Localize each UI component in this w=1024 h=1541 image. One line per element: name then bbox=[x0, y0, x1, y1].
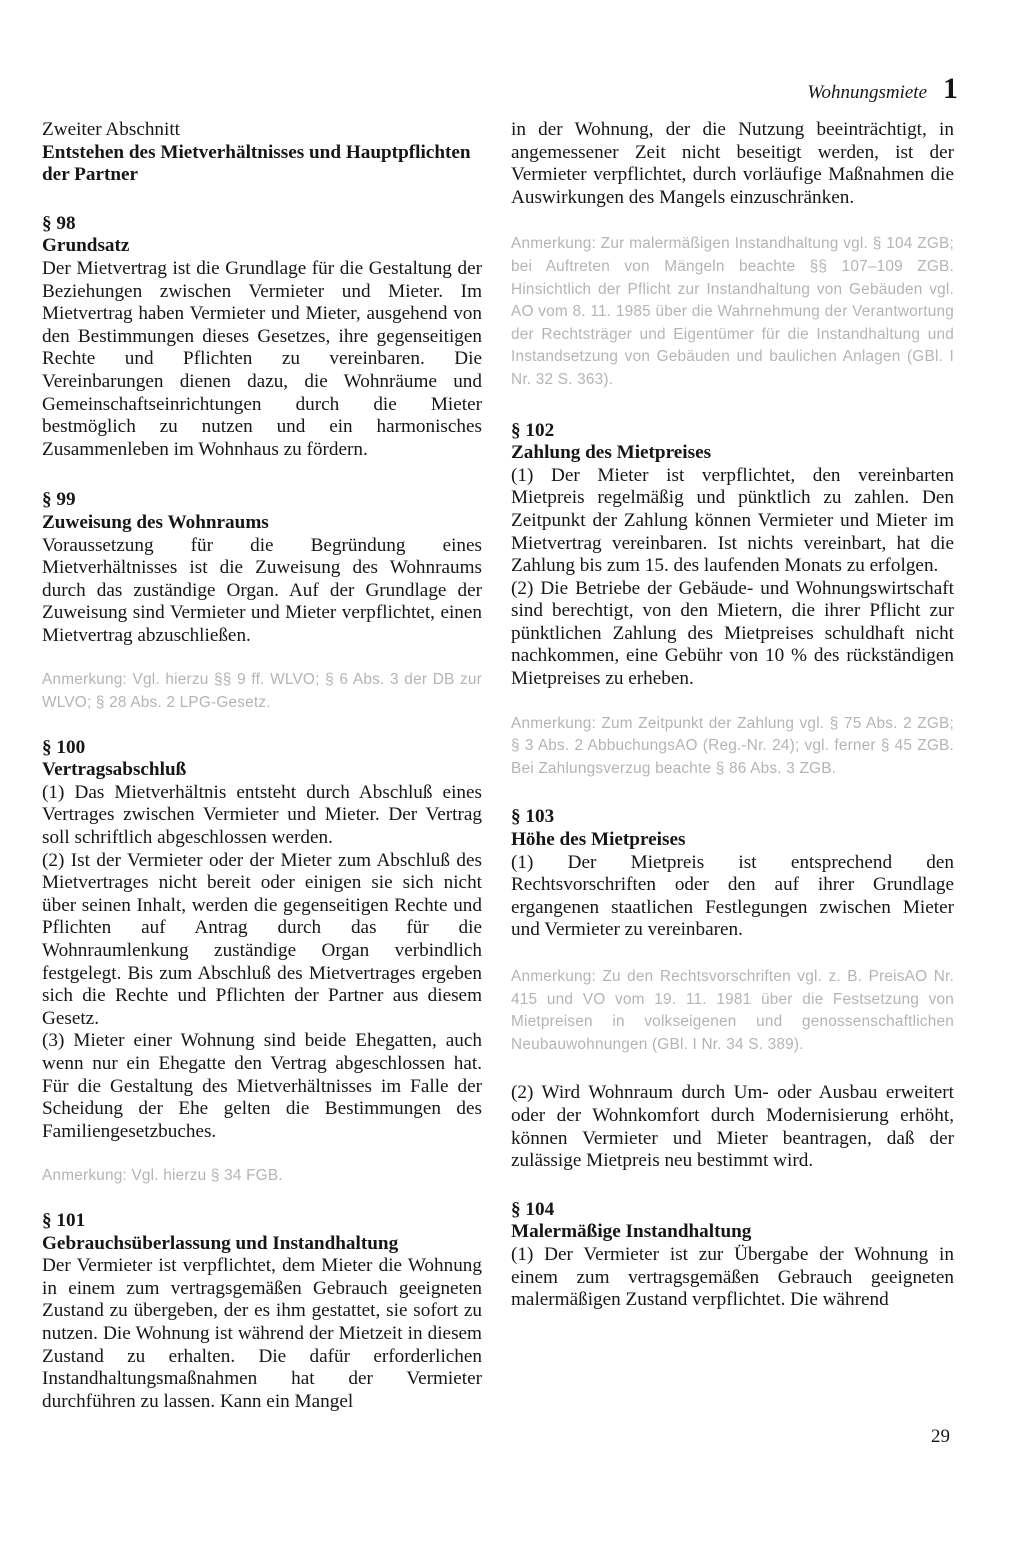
paragraph: Der Mietvertrag ist die Grundlage für die Gestaltung der Beziehungen zwischen Vermieter und Mieter. Im Mietvertrag haben Vermieter und Mieter, ausgehend von den Bestimmungen dieses Gesetzes, ihre gegenseitigen Rechte und Pflichten zu vereinbaren. Die Vereinbarungen dienen dazu, die Wohnräume und Gemeinschaftseinrichtungen durch die Mieter bestmöglich zu nutzen und ein harmonisches Zusammenleben im Wohnhaus zu fördern. bbox=[42, 257, 482, 460]
section-101 bbox=[42, 1210, 482, 1413]
section-number: § 100 bbox=[42, 736, 86, 758]
annotation-note: Anmerkung: Zu den Rechtsvorschriften vgl. z. B. PreisAO Nr. 415 und VO vom 19. 11. 1981 über die Festsetzung von Mietpreisen in volkseigenen und genossenschaftlichen Neubauwohnungen (GBl. I Nr. 34 S. 389). bbox=[511, 968, 954, 1053]
section-title: Vertragsabschluß bbox=[42, 759, 187, 781]
section-number: § 101 bbox=[42, 1209, 86, 1231]
page-number: 29 bbox=[931, 1426, 950, 1447]
section-number: § 98 bbox=[42, 212, 76, 234]
right-column bbox=[511, 119, 954, 1312]
section-title: Gebrauchsüberlassung und Instandhaltung bbox=[42, 1232, 399, 1254]
section-102 bbox=[511, 420, 954, 781]
paragraph: Voraussetzung für die Begründung eines Mietverhältnisses ist die Zuweisung des Wohnraums durch das zuständige Organ. Auf der Grundlage der Zuweisung sind Vermieter und Mieter verpflichtet, einen Mietvertrag abzuschließen. bbox=[42, 534, 482, 646]
section-103 bbox=[511, 806, 954, 1172]
paragraph: (2) Ist der Vermieter oder der Mieter zum Abschluß des Mietvertrages nicht bereit oder einigen sie sich nicht über seinen Inhalt, werden die gegenseitigen Rechte und Pflichten auf Antrag durch das für die Wohnraumlenkung zuständige Organ verbindlich festgelegt. Bis zum Abschluß des Mietvertrages ergeben sich die Rechte und Pflichten der Partner aus diesem Gesetz. bbox=[42, 849, 482, 1029]
paragraph: (1) Der Vermieter ist zur Übergabe der Wohnung in einem zum vertragsgemäßen Gebrauch geeigneten malermäßigen Zustand verpflichtet. Die während bbox=[511, 1243, 954, 1311]
section-100 bbox=[42, 737, 482, 1188]
annotation-note: Anmerkung: Vgl. hierzu §§ 9 ff. WLVO; § 6 Abs. 3 der DB zur WLVO; § 28 Abs. 2 LPG-Gesetz. bbox=[42, 671, 482, 712]
section-number: § 103 bbox=[511, 806, 555, 828]
section-98 bbox=[42, 213, 482, 462]
chapter-number: 1 bbox=[943, 72, 958, 105]
chapter-kicker: Zweiter Abschnitt bbox=[42, 119, 181, 140]
paragraph: Der Vermieter ist verpflichtet, dem Mieter die Wohnung in einem zum vertragsgemäßen Gebrauch geeigneten Zustand zu übergeben, der es ihm gestattet, sie sofort zu nutzen. Die Wohnung ist während der Mietzeit in diesem Zustand zu erhalten. Die dafür erforderlichen Instandhaltungsmaßnahmen hat der Vermieter durchführen zu lassen. Kann ein Mangel bbox=[42, 1255, 482, 1412]
section-title: Höhe des Mietpreises bbox=[511, 829, 686, 851]
section-104 bbox=[511, 1199, 954, 1312]
section-number: § 104 bbox=[511, 1198, 555, 1220]
section-title: Zuweisung des Wohnraums bbox=[42, 511, 269, 533]
left-column bbox=[42, 119, 482, 1413]
paragraph: (2) Die Betriebe der Gebäude- und Wohnungswirtschaft sind berechtigt, von den Mietern, die ihrer Pflicht zur pünktlichen Zahlung des Mietpreises schuldhaft nicht nachkommen, eine Gebühr von 10 % des rückständigen Mietpreises zu erheben. bbox=[511, 577, 954, 690]
paragraph: (2) Wird Wohnraum durch Um- oder Ausbau erweitert oder der Wohnkomfort durch Modernisierung erhöht, können Vermieter und Mieter beantragen, daß der zulässige Mietpreis neu bestimmt wird. bbox=[511, 1082, 954, 1172]
chapter-title: Entstehen des Mietverhältnisses und Hauptpflichten der Partner bbox=[42, 141, 471, 186]
section-number: § 102 bbox=[511, 419, 555, 441]
running-header-title: Wohnungsmiete bbox=[807, 82, 927, 103]
section-99 bbox=[42, 489, 482, 714]
running-header bbox=[807, 74, 958, 104]
section-number: § 99 bbox=[42, 489, 76, 511]
section-title: Grundsatz bbox=[42, 235, 130, 257]
section-title: Zahlung des Mietpreises bbox=[511, 442, 712, 464]
paragraph: (1) Der Mietpreis ist entsprechend den Rechtsvorschriften oder den auf ihrer Grundlage ergangenen staatlichen Festlegungen zwischen Mieter und Vermieter zu vereinbaren. bbox=[511, 851, 954, 941]
paragraph: (1) Das Mietverhältnis entsteht durch Abschluß eines Vertrages zwischen Vermieter und Mieter. Der Vertrag soll schriftlich abgeschlossen werden. bbox=[42, 781, 482, 849]
section-title: Malermäßige Instandhaltung bbox=[511, 1221, 752, 1243]
annotation-note: Anmerkung: Zum Zeitpunkt der Zahlung vgl. § 75 Abs. 2 ZGB; § 3 Abs. 2 AbbuchungsAO (Reg.-Nr. 24); vgl. ferner § 45 ZGB. Bei Zahlungsverzug beachte § 86 Abs. 3 ZGB. bbox=[511, 714, 954, 777]
paragraph-continued: in der Wohnung, der die Nutzung beeinträchtigt, in angemessener Zeit nicht beseitigt werden, ist der Vermieter verpflichtet, durch vorläufige Maßnahmen die Auswirkungen des Mangels einzuschränken. bbox=[511, 119, 954, 208]
paragraph: (3) Mieter einer Wohnung sind beide Ehegatten, auch wenn nur ein Ehegatte den Vertrag abgeschlossen hat. Für die Gestaltung des Mietverhältnisses im Falle der Scheidung der Ehe gelten die Bestimmungen des Familiengesetzbuches. bbox=[42, 1030, 482, 1142]
annotation-note: Anmerkung: Zur malermäßigen Instandhaltung vgl. § 104 ZGB; bei Auftreten von Mängeln beachte §§ 107–109 ZGB. Hinsichtlich der Pflicht zur Instandhaltung von Gebäuden vgl. AO vom 8. 11. 1985 über die Wahrnehmung der Verantwortung der Rechtsträger und Eigentümer für die Instandhaltung und Instandsetzung von Gebäuden und baulichen Anlagen (GBl. I Nr. 32 S. 363). bbox=[511, 235, 954, 388]
annotation-note: Anmerkung: Vgl. hierzu § 34 FGB. bbox=[42, 1167, 283, 1185]
paragraph: (1) Der Mieter ist verpflichtet, den vereinbarten Mietpreis regelmäßig und pünktlich zu zahlen. Den Zeitpunkt der Zahlung können Vermieter und Mieter im Mietvertrag vereinbaren. Ist nichts vereinbart, hat die Zahlung bis zum 15. des laufenden Monats zu erfolgen. bbox=[511, 464, 954, 577]
